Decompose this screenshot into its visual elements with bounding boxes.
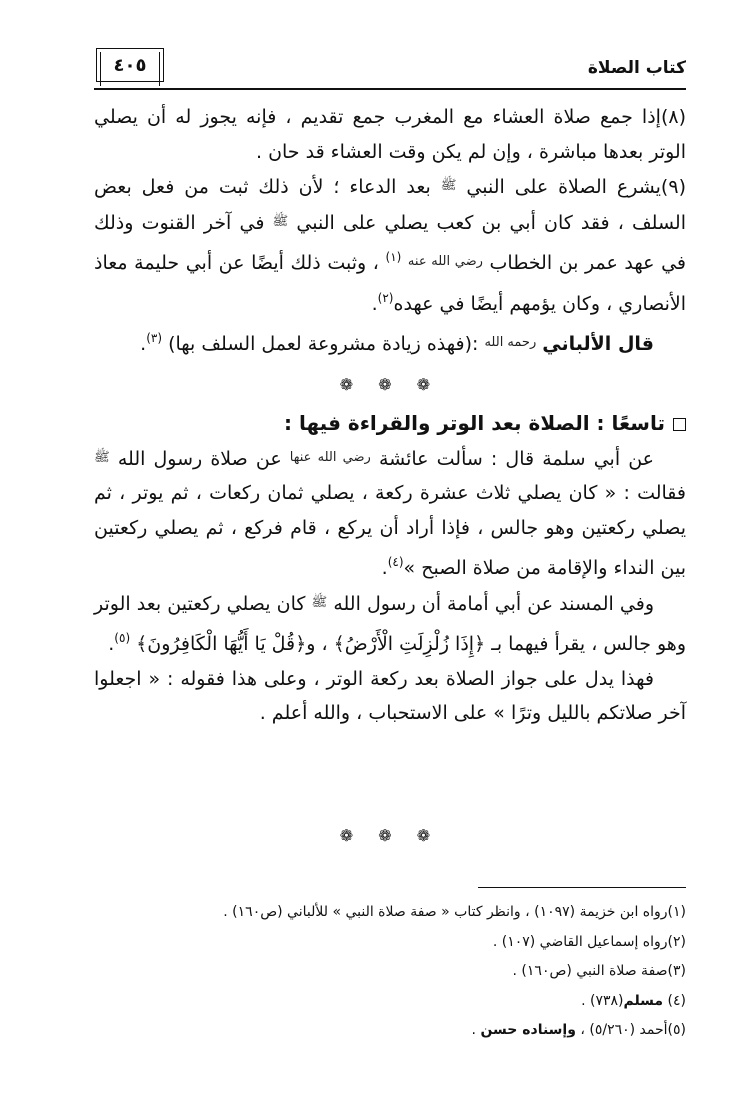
text-segment: وفي المسند عن أبي أمامة أن رسول الله [333,592,654,615]
salutation-glyph: ﷺ [311,594,328,610]
honorific-glyph: رحمه الله [484,335,537,350]
text-segment: عن صلاة رسول الله [117,447,282,470]
albani-quote: :(فهذه زيادة مشروعة لعمل السلف بها) [168,333,479,355]
footnote-5 [94,1016,686,1046]
salutation-glyph: ﷺ [440,178,457,193]
quran-verse: ﴿قُلْ يَا أَيُّهَا الْكَافِرُونَ﴾ [136,633,307,655]
quran-verse: ﴿إِذَا زُلْزِلَتِ الْأَرْضُ﴾ [333,633,486,655]
honorific-glyph: رضي الله عنه [407,254,483,269]
text-segment: (٤) [663,992,686,1009]
paragraph-10 [94,441,686,586]
main-text [94,100,686,731]
paragraph-9 [94,169,686,321]
section-heading [94,406,686,441]
footnote-1: (١)رواه ابن خزيمة (١٠٩٧) ، وانظر كتاب « صفة صلاة النبي » للألباني (ص١٦٠) . [223,904,686,920]
albani-label: قال الألباني [542,333,654,355]
text-segment: . [471,1022,481,1038]
footnote-ref[interactable]: (٤) [387,555,404,569]
square-bullet-icon [673,418,686,431]
book-title: كتاب الصلاة [587,58,686,78]
text-segment: (٩)يشرع الصلاة على النبي [466,176,686,198]
text-segment: وإسناده حسن [480,1022,576,1038]
text-segment: (٧٣٨) . [581,992,624,1009]
text-segment: مسلم [623,992,664,1009]
footnote-4 [94,987,686,1017]
paragraph-8: (٨)إذا جمع صلاة العشاء مع المغرب جمع تقديم ، فإنه يجوز له أن يصلي الوتر بعدها مباشرة ، وإن لم يكن وقت العشاء قد حان . [94,106,686,163]
text-segment: في آخر القنوت وذلك في عهد عمر بن الخطاب [94,211,686,274]
footnote-ref[interactable]: (٢) [377,290,394,305]
paragraph-11 [94,586,686,662]
footnote-3: (٣)صفة صلاة النبي (ص١٦٠) . [512,963,686,979]
footnotes [94,898,686,1046]
footnote-ref[interactable]: (٣) [146,331,163,345]
section-separator: ❁ ❁ ❁ [339,826,441,845]
text-segment: بعد الدعاء ؛ لأن ذلك ثبت من فعل بعض السلف ، فقد كان أبي بن كعب يصلي على النبي [94,176,686,234]
text-segment: ، وثبت ذلك أيضًا عن أبي حليمة معاذ الأنصاري ، وكان يؤمهم أيضًا في عهده [94,252,686,315]
text-segment: . [140,333,147,355]
salutation-glyph: ﷺ [272,213,289,229]
text-segment: كان يصلي ركعتين بعد الوتر وهو جالس ، يقرأ فيهما بـ [94,592,686,655]
salutation-glyph: ﷺ [94,449,110,465]
paragraph-12: فهذا يدل على جواز الصلاة بعد ركعة الوتر ، وعلى هذا فقوله : « اجعلوا آخر صلاتكم بالليل وترًا » على الاستحباب ، والله أعلم . [94,667,686,724]
text-segment: فقالت : « كان يصلي ثلاث عشرة ركعة ، يصلي ثمان ركعات ، ثم يوتر ، ثم يصلي ركعتين وهو جالس ، فإذا أراد أن يركع ، قام فركع ، ثم يصلي ركعتين بين النداء والإقامة من صلاة الصبح » [94,482,686,579]
footnote-2: (٢)رواه إسماعيل القاضي (١٠٧) . [492,933,686,950]
text-segment: ، و [306,633,328,655]
footnote-ref[interactable]: (١) [385,250,402,264]
text-segment: (٥)أحمد (٥/٢٦٠) ، [575,1022,686,1038]
text-segment: . [108,633,115,655]
albani-quote-paragraph [94,321,686,362]
section-separator: ❁ ❁ ❁ [339,374,441,394]
text-segment: عن أبي سلمة قال : سألت عائشة [378,447,655,470]
footnote-divider [478,887,686,888]
page-number: ٤٠٥ [113,54,147,76]
footnote-ref[interactable]: (٥) [114,631,131,645]
honorific-glyph: رضي الله عنها [289,449,371,465]
page-header [94,48,686,90]
heading-text: تاسعًا : الصلاة بعد الوتر والقراءة فيها : [284,411,665,435]
text-segment: . [371,292,378,315]
page-number-box [96,48,164,82]
text-segment: . [381,557,388,579]
